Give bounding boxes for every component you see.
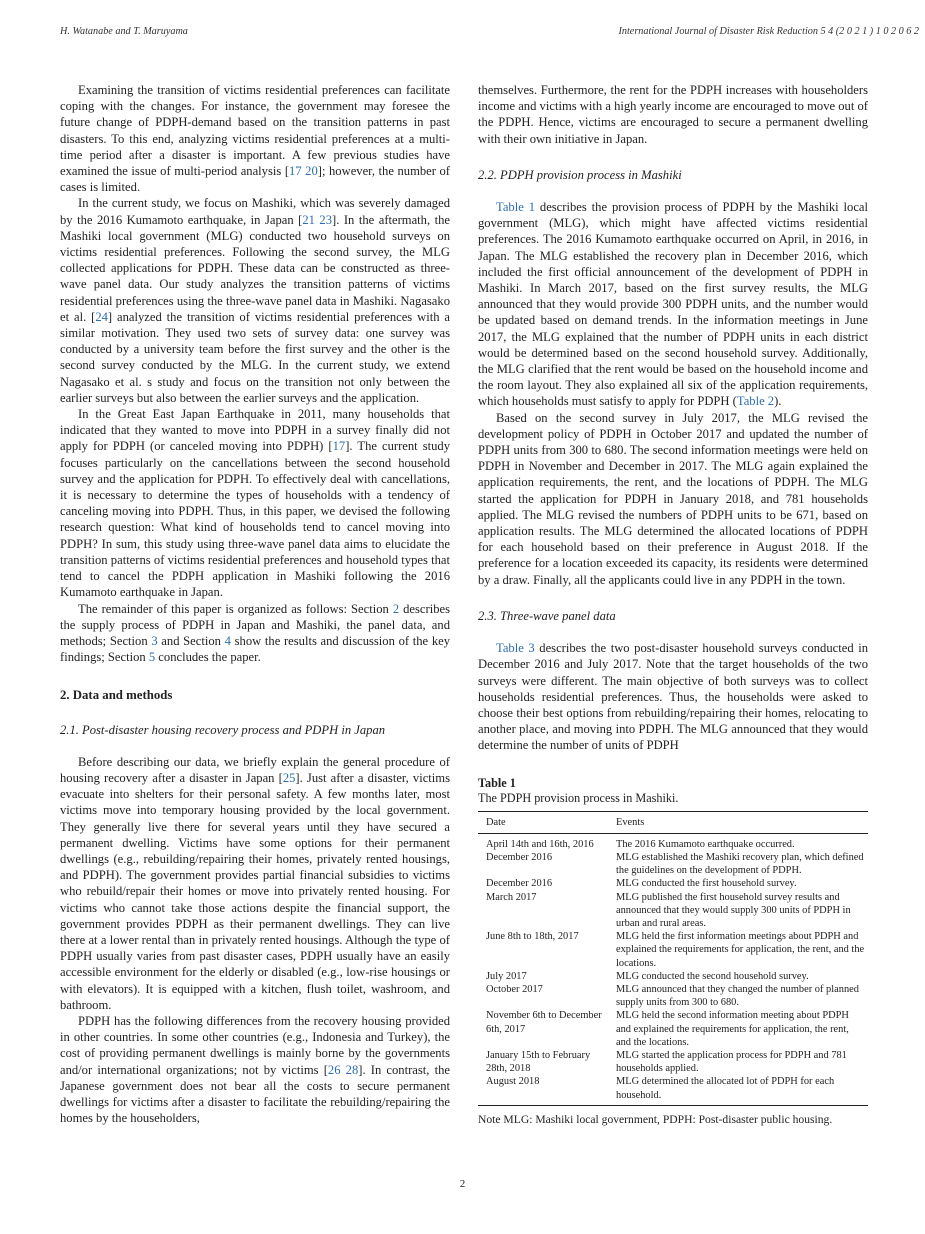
table-1	[478, 776, 868, 1128]
right-column	[478, 82, 868, 1128]
running-header-authors: H. Watanabe and T. Maruyama	[60, 26, 188, 37]
table-caption: The PDPH provision process in Mashiki.	[478, 790, 679, 805]
paragraph: themselves. Furthermore, the rent for the PDPH increases with householders income and victims with a high yearly income are encouraged to move out of the PDPH. Hence, victims are encouraged to secure a permanent dwelling with their own initiative in Japan.	[478, 83, 868, 146]
table-link[interactable]: Table 3	[496, 641, 535, 656]
section-link[interactable]: 5	[148, 650, 156, 665]
column-header-date: Date	[478, 811, 608, 833]
paragraph: In the Great East Japan Earthquake in 2011, many households that indicated that they wanted to move into PDPH in a survey finally did not apply for PDPH (or canceled moving into PDPH) [17]. The current study focuses particularly on the cancellations between the second household survey and the application for PDPH. To effectively deal with cancellations, it is necessary to determine the types of households with a tendency of canceling moving into PDPH. Thus, in this paper, we devised the following research question: What kind of households tend to cancel moving into PDPH? In sum, this study using three-wave panel data aims to elucidate the transition patterns of victims residential preferences and household types that tend to cancel the PDPH application in Mashiki following the 2016 Kumamoto earthquake in Japan.	[60, 407, 451, 600]
table-row: July 2017 MLG conducted the second household survey.	[486, 970, 809, 982]
citation-link[interactable]: 24	[95, 309, 108, 324]
page-number: 2	[459, 1178, 466, 1190]
section-link[interactable]: 3	[151, 633, 158, 648]
table-link[interactable]: Table 2	[736, 394, 775, 409]
paragraph: The remainder of this paper is organized as follows: Section 2 describes the supply process of PDPH in Japan and Mashiki, the panel data, and methods; Section 3 and Section 4 show the results and discussion of the key findings; Section 5 concludes the paper.	[60, 601, 450, 665]
provision-process-table	[478, 811, 868, 1106]
table-row: April 14th and 16th, 2016 The 2016 Kumamoto earthquake occurred.	[486, 838, 795, 850]
table-row: January 15th to February 28th, 2018 MLG started the application process for PDPH and 781 households applied.	[486, 1049, 847, 1075]
section-heading: 2. Data and methods	[60, 688, 173, 703]
table-row: December 2016 MLG established the Mashiki recovery plan, which defined the guidelines on the development of PDPH.	[486, 851, 864, 877]
column-header-events: Events	[608, 811, 868, 833]
table-row: August 2018 MLG determined the allocated lot of PDPH for each household.	[486, 1076, 835, 1101]
section-link[interactable]: 4	[224, 633, 231, 648]
table-row: December 2016 MLG conducted the first household survey.	[486, 878, 797, 890]
citation-link[interactable]: 17	[332, 439, 346, 454]
paragraph: In the current study, we focus on Mashiki, which was severely damaged by the 2016 Kumamoto earthquake, in Japan [21 23]. In the aftermath, the Mashiki local government (MLG) conducted two household surveys on victims residential preferences. Following the second survey, the MLG collected applications for PDPH. These data can be constructed as three-wave panel data. Our study analyzes the transition patterns of victims residential preferences using the three-wave panel data in Mashiki. Nagasako et al. [24] analyzed the transition of victims residential preferences with a similar motivation. They used two sets of survey data: one survey was conducted by a university team before the first survey and the other is the second survey conducted by the MLG. In the current study, we extend Nagasako et al. s study and focus on the transition not only between the earlier surveys but also between the earlier surveys and the application.	[60, 196, 450, 405]
paragraph: PDPH has the following differences from the recovery housing provided in other countries. In some other countries (e.g., Indonesia and Turkey), the cost of providing permanent dwellings is mainly borne by the governments and/or international organizations; not by victims [26 28]. In contrast, the Japanese government does not bear all the costs to secure permanent dwellings for victims after a disaster to facilitate the rebuilding/repairing the homes by the householders,	[60, 1013, 450, 1126]
running-header-journal: International Journal of Disaster Risk Reduction 5 4 (2 0 2 1 ) 1 0 2 0 6 2	[618, 26, 919, 37]
subsection-heading: 2.3. Three-wave panel data	[478, 608, 616, 623]
subsection-heading: 2.2. PDPH provision process in Mashiki	[478, 167, 682, 182]
table-row: November 6th to December 6th, 2017 MLG held the second information meeting about PDPH and explained the requirements for application, the rent, and the locations.	[486, 1010, 849, 1048]
paragraph: Examining the transition of victims residential preferences can facilitate coping with the changes. For instance, the government may foresee the future change of PDPH-demand based on the transition patterns in past disasters. To this end, analyzing victims residential preferences at a multi-time period after a disaster is important. A few previous studies have examined the issue of multi-period analysis [17 20]; however, the number of cases is limited.	[60, 83, 450, 195]
citation-link[interactable]: 26 28	[327, 1062, 359, 1077]
citation-link[interactable]: 21 23	[302, 212, 333, 227]
table-note: Note MLG: Mashiki local government, PDPH: Post-disaster public housing.	[478, 1112, 833, 1126]
table-title: Table 1	[478, 775, 516, 790]
table-row: October 2017 MLG announced that they changed the number of planned supply units from 300 to 680.	[486, 983, 859, 1009]
paragraph: Before describing our data, we briefly explain the general procedure of housing recovery after a disaster in Japan [25]. Just after a disaster, victims evacuate into shelters for their personal safety. A few months later, most victims move into temporary housing provided by the local government. They generally live there for several years until they have secured a permanent dwelling. Victims have some options for their permanent dwellings (e.g., rebuilding/repairing their homes, privately rented housings, and PDPH). The government provides partial financial subsidies to victims who rebuild/repair their homes or move into privately rented housing. For victims who cannot take those actions despite the financial support, the government provides PDPH as their permanent dwellings. They can live there at a lower rental than in privately rented housings. Although the type of PDPH usually varies from past disaster cases, PDPH usually have an easily accessible environment for the elderly or disabled (e.g., low-rise housings or with elevators). It is equipped with a kitchen, flush toilet, washroom, and bathroom.	[60, 754, 450, 1012]
paragraph: Table 3 describes the two post-disaster household surveys conducted in December 2016 and July 2017. Note that the target households of the two surveys were different. The main objective of both surveys was to collect households residential preferences. Thus, the households were asked to choose their best options from rebuilding/repairing their homes, relocating to another place, and moving into PDPH. The MLG announced that they would determine the number of units of PDPH	[478, 641, 869, 753]
paragraph: Table 1 describes the provision process of PDPH by the Mashiki local government (MLG), which might have affected victims residential preferences. The 2016 Kumamoto earthquake occurred on April, in 2016, in Japan. The MLG established the recovery plan in December 2016, which included the first official announcement of the development of PDPH in Mashiki. In March 2017, based on the first survey results, the MLG announced that they would provide 300 PDPH units, and the number would be updated based on demand trends. In the information meetings in June 2017, the MLG explained that the number of PDPH units in each district would be determined based on the second household survey. Additionally, the MLG clarified that the rent would be based on the household income and the room layout. They also explained all six of the application requirements, which households must satisfy to apply for PDPH (Table 2).	[478, 200, 869, 409]
left-column	[60, 82, 450, 1126]
section-link[interactable]: 2	[392, 601, 400, 616]
table-row: June 8th to 18th, 2017 MLG held the first information meetings about PDPH and explained the requirements for application, the rent, and the locations.	[486, 931, 865, 969]
table-row: March 2017 MLG published the first household survey results and announced that they would supply 300 units of PDPH in urban and rural areas.	[486, 891, 851, 929]
citation-link[interactable]: 17 20	[289, 164, 318, 179]
table-link[interactable]: Table 1	[496, 200, 535, 215]
subsection-heading: 2.1. Post-disaster housing recovery process and PDPH in Japan	[60, 722, 386, 737]
paragraph: Based on the second survey in July 2017, the MLG revised the development policy of PDPH in October 2017 and updated the number of PDPH units from 300 to 680. The second information meetings were held on PDPH in November and December in 2017. The MLG again explained the application requirements, the rent, and the locations of PDPH. The MLG started the application for PDPH in January 2018, and 781 households applied. The MLG revised the numbers of PDPH units to be 671, based on application results. The MLG determined the allocated locations of PDPH for each household based on their preference in August 2018. If the preference for a location exceeded its capacity, its residents were determined by a draw. Finally, all the applicants could live in any PDPH in the town.	[478, 410, 868, 587]
citation-link[interactable]: 25	[282, 770, 296, 785]
